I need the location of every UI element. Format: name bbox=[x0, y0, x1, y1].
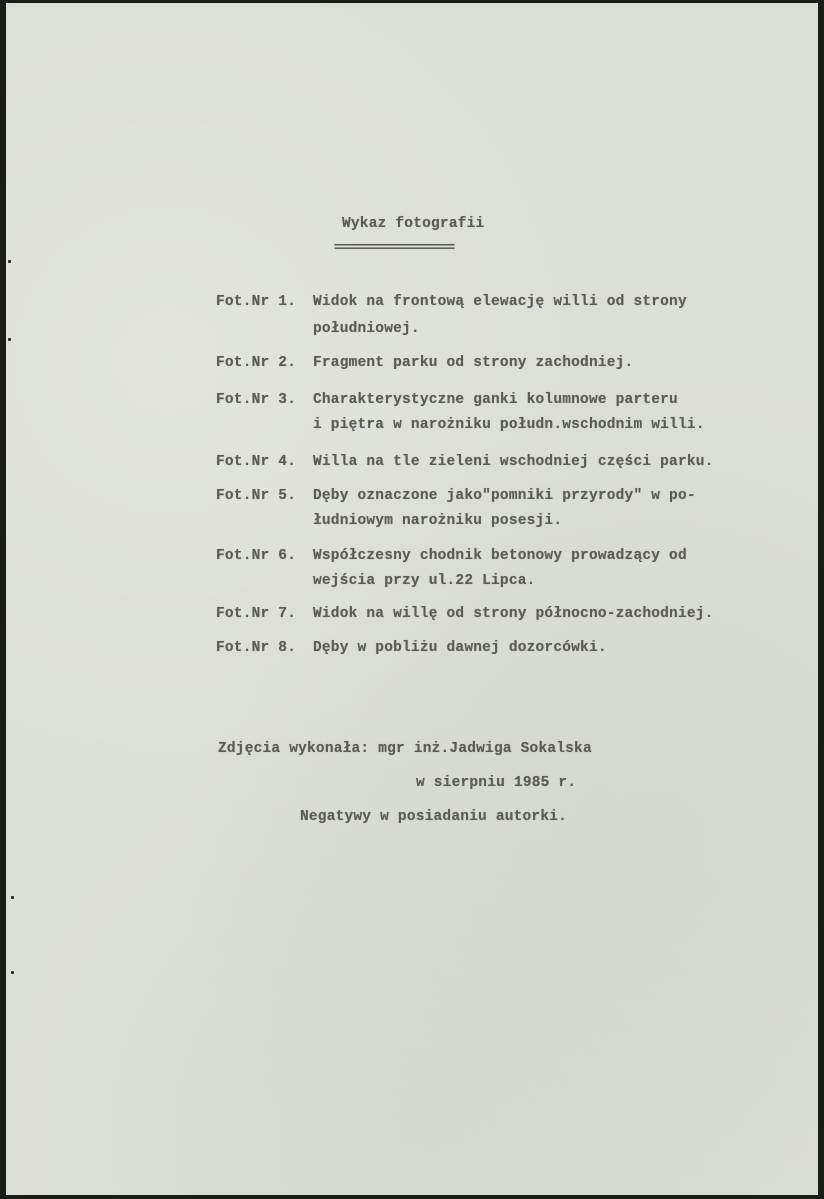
entry-text-3-line-2: i piętra w narożniku połudn.wschodnim willi. bbox=[313, 417, 705, 433]
scan-mark bbox=[8, 260, 11, 263]
entry-label-5: Fot.Nr 5. bbox=[216, 488, 297, 504]
entry-label-7: Fot.Nr 7. bbox=[216, 606, 297, 622]
entry-text-4-line-1: Willa na tle zieleni wschodniej części parku. bbox=[313, 454, 714, 470]
scan-mark bbox=[11, 971, 14, 974]
entry-label-4: Fot.Nr 4. bbox=[216, 454, 297, 470]
entry-label-6: Fot.Nr 6. bbox=[216, 548, 297, 564]
entry-text-2-line-1: Fragment parku od strony zachodniej. bbox=[313, 355, 634, 371]
entry-text-5-line-2: łudniowym narożniku posesji. bbox=[313, 513, 563, 529]
entry-text-1-line-2: południowej. bbox=[313, 321, 420, 337]
photo-date: w sierpniu 1985 r. bbox=[416, 775, 577, 791]
title-underline: =================== bbox=[334, 240, 454, 255]
entry-label-3: Fot.Nr 3. bbox=[216, 392, 297, 408]
typewritten-page bbox=[6, 3, 818, 1195]
entry-text-6-line-2: wejścia przy ul.22 Lipca. bbox=[313, 573, 536, 589]
entry-label-1: Fot.Nr 1. bbox=[216, 294, 297, 310]
entry-text-7-line-1: Widok na willę od strony północno-zachodniej. bbox=[313, 606, 714, 622]
entry-text-6-line-1: Współczesny chodnik betonowy prowadzący od bbox=[313, 548, 687, 564]
entry-label-2: Fot.Nr 2. bbox=[216, 355, 297, 371]
entry-text-1-line-1: Widok na frontową elewację willi od strony bbox=[313, 294, 687, 310]
entry-label-8: Fot.Nr 8. bbox=[216, 640, 297, 656]
photographer-credit: Zdjęcia wykonała: mgr inż.Jadwiga Sokalska bbox=[218, 741, 592, 757]
scan-mark bbox=[11, 896, 14, 899]
entry-text-3-line-1: Charakterystyczne ganki kolumnowe parteru bbox=[313, 392, 678, 408]
scan-mark bbox=[8, 338, 11, 341]
entry-text-5-line-1: Dęby oznaczone jako"pomniki przyrody" w po- bbox=[313, 488, 696, 504]
document-title: Wykaz fotografii bbox=[342, 216, 485, 232]
entry-text-8-line-1: Dęby w pobliżu dawnej dozorcówki. bbox=[313, 640, 607, 656]
negatives-note: Negatywy w posiadaniu autorki. bbox=[300, 809, 568, 825]
